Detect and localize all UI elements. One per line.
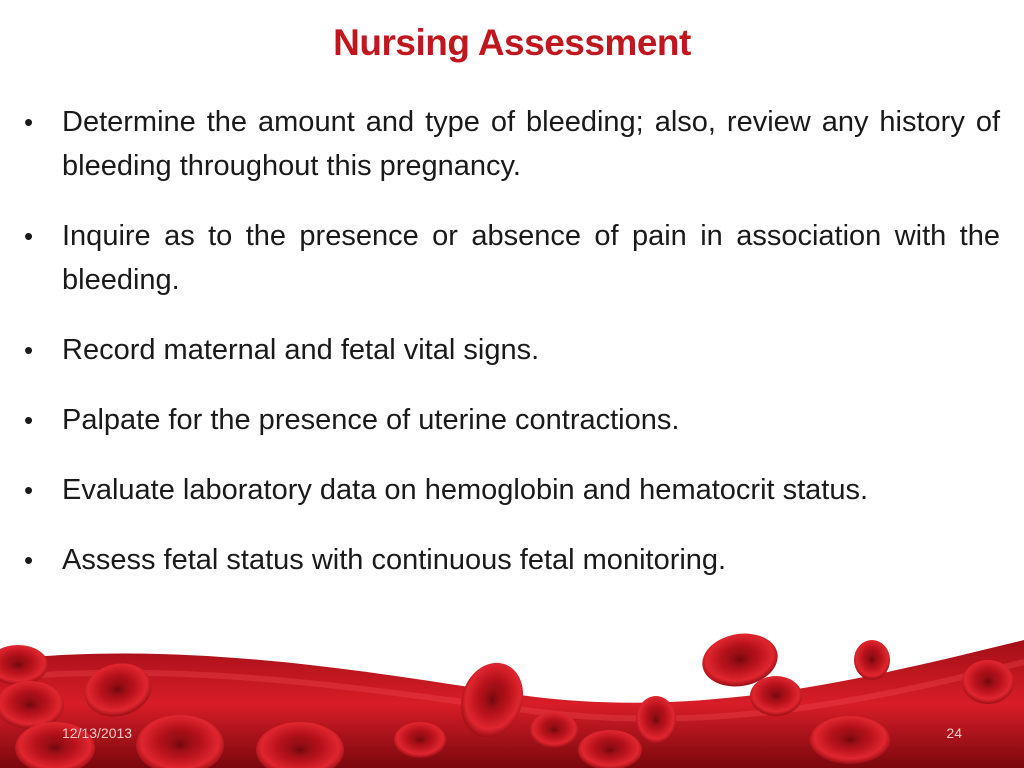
bullet-text: Determine the amount and type of bleeding; also, review any history of bleeding throughout this pregnancy.: [62, 106, 1000, 182]
bullet-text: Assess fetal status with continuous fetal monitoring.: [62, 544, 727, 576]
slide-number: 24: [946, 725, 962, 741]
bullet-dot: •: [24, 221, 34, 251]
bullet-text: Evaluate laboratory data on hemoglobin and hematocrit status.: [62, 474, 869, 506]
bullet-item: [24, 214, 1000, 302]
bullet-text: Inquire as to the presence or absence of pain in association with the bleeding.: [62, 220, 1000, 296]
bullet-item: [24, 468, 1000, 512]
bullet-dot: •: [24, 107, 34, 137]
bullet-item: [24, 398, 1000, 442]
bullet-dot: •: [24, 545, 34, 575]
slide-title: Nursing Assessment: [333, 22, 691, 63]
bullet-text: Record maternal and fetal vital signs.: [62, 334, 540, 366]
bullet-list: [24, 100, 1000, 608]
bullet-dot: •: [24, 475, 34, 505]
bullet-item: [24, 328, 1000, 372]
bullet-item: [24, 538, 1000, 582]
footer-date: 12/13/2013: [62, 725, 133, 741]
bullet-dot: •: [24, 335, 34, 365]
bullet-item: [24, 100, 1000, 188]
bullet-dot: •: [24, 405, 34, 435]
bullet-text: Palpate for the presence of uterine contractions.: [62, 404, 680, 436]
blood-cells-decoration: [0, 600, 1024, 768]
